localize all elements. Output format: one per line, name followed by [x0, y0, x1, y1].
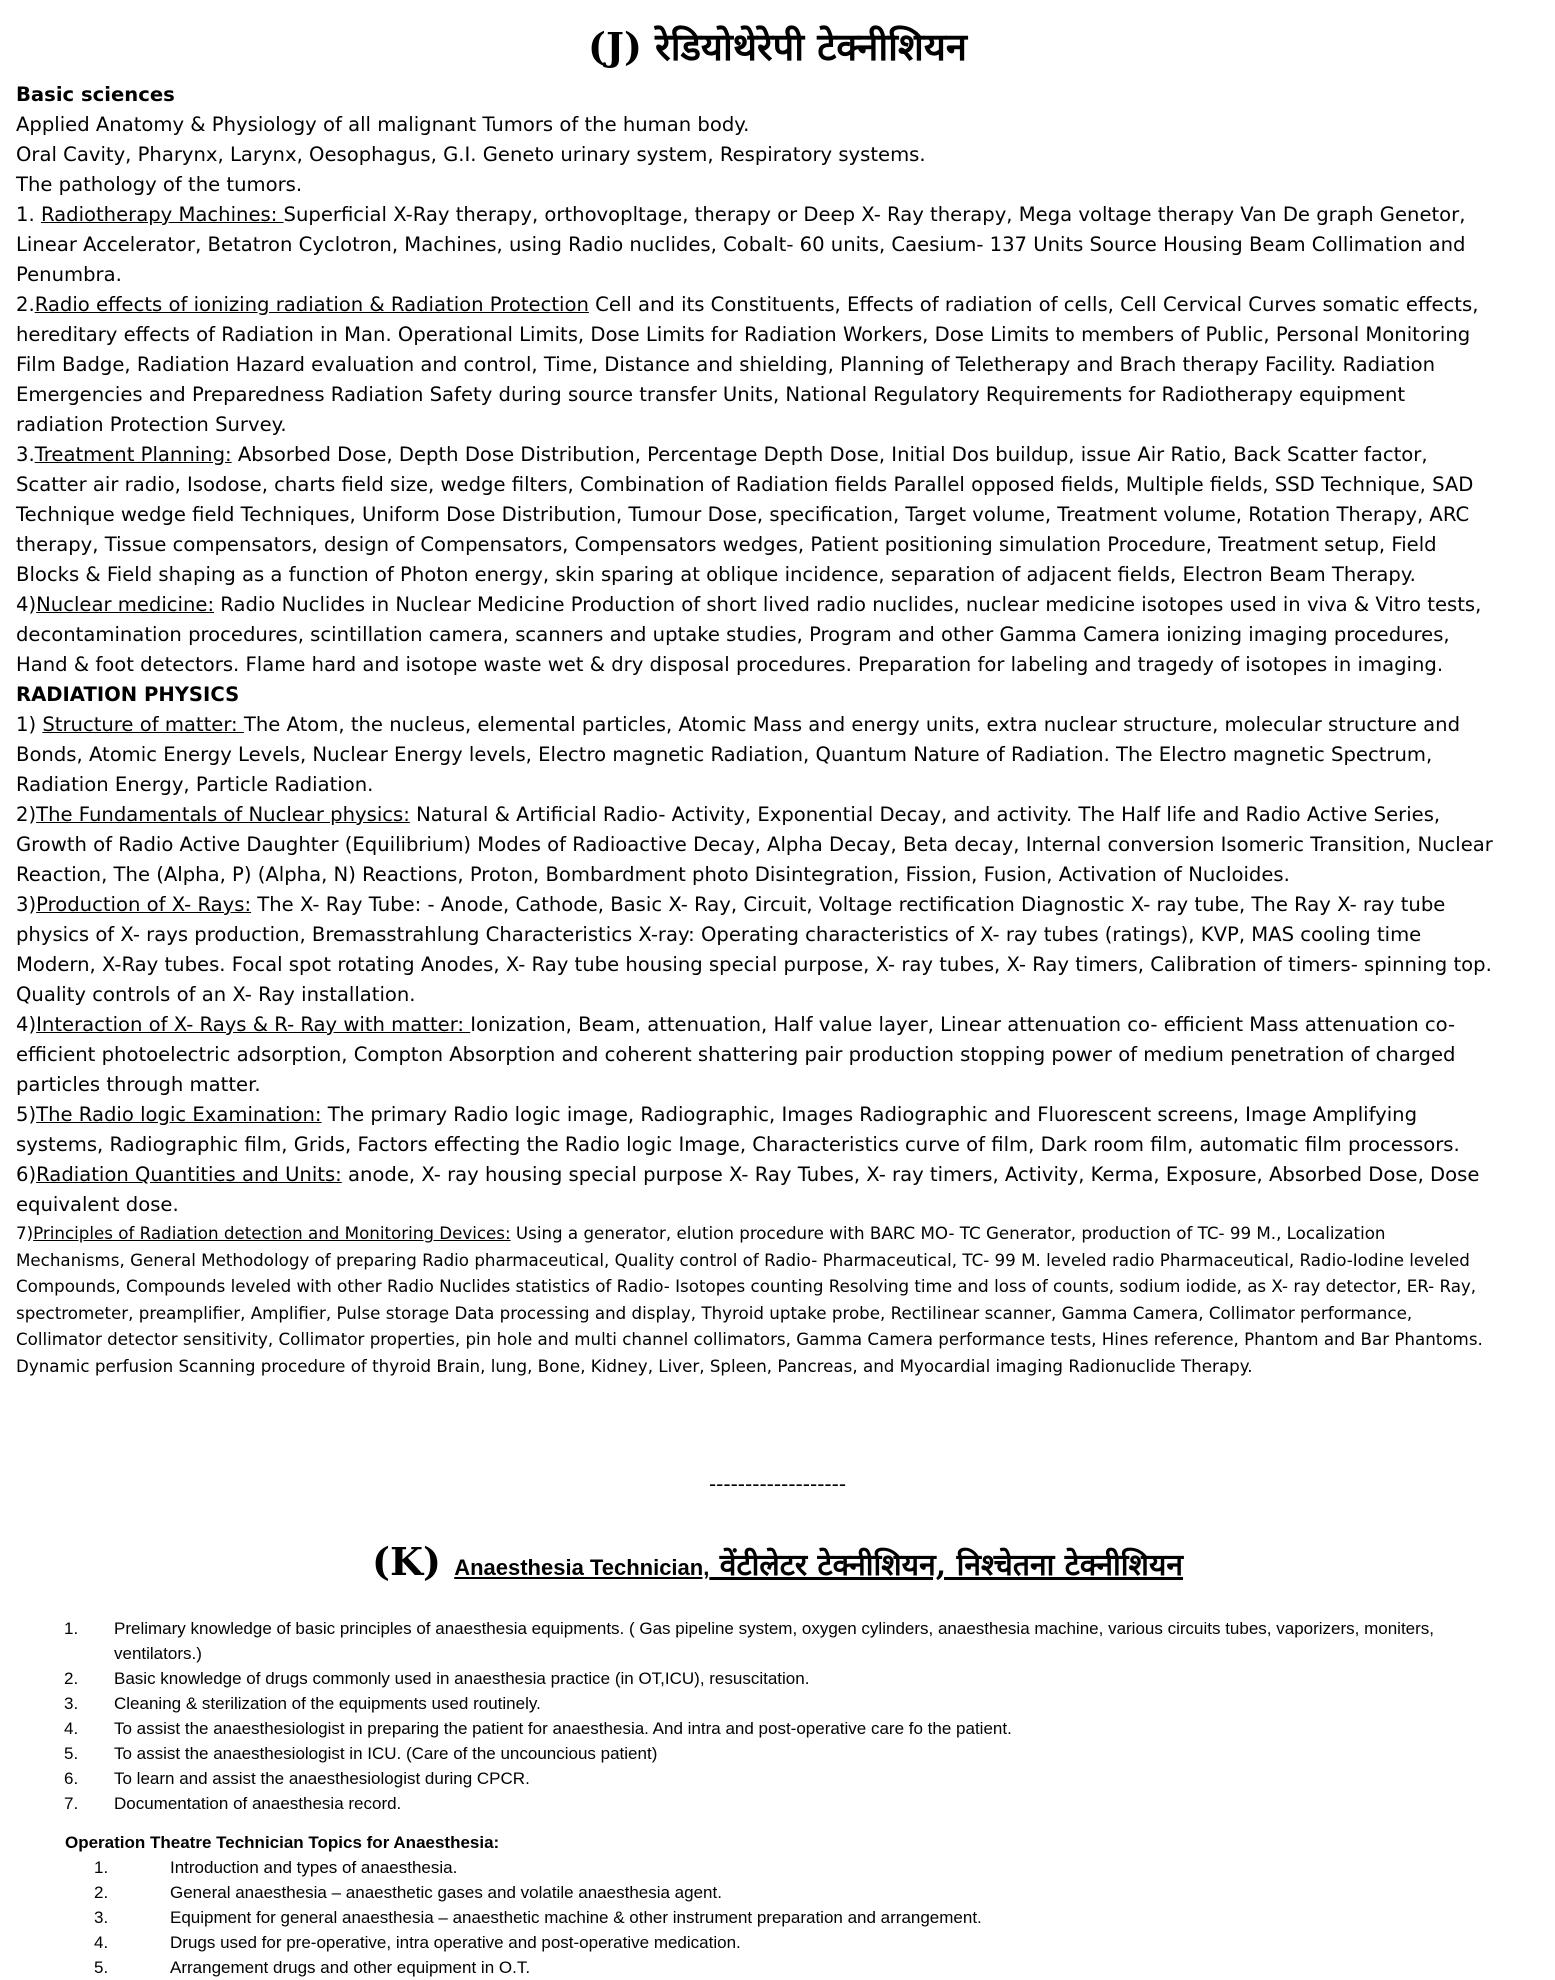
item-number: 3.	[16, 443, 35, 466]
item-number: 4)	[16, 1013, 37, 1036]
list-number: 4.	[64, 1719, 79, 1738]
list-number: 5.	[94, 1958, 109, 1977]
item-heading: Interaction of X- Rays & R- Ray with matter:	[36, 1013, 471, 1036]
item-text: The primary Radio logic image, Radiographic, Images Radiographic and Fluorescent screens, Image Amplifying systems, Radiographic film, Grids, Factors effecting the Radio logic Image, Characteristics curve of film, Dark room film, automatic film processors.	[16, 1103, 1460, 1156]
item-text: Ionization, Beam, attenuation, Half value layer, Linear attenuation co- efficient Mass attenuation co-efficient photoelectric adsorption, Compton Absorption and coherent shattering pair production stopping power of medium penetration of charged particles through matter.	[16, 1013, 1456, 1096]
item-heading: Nuclear medicine:	[36, 593, 215, 616]
section-k-title-hi: वेंटीलेटर टेक्नीशियन, निश्चेतना टेक्नीशियन	[709, 1548, 1184, 1583]
item-number: 6)	[16, 1163, 37, 1186]
list-number: 1.	[94, 1858, 109, 1877]
list-item	[94, 1855, 1394, 1880]
list-item	[64, 1716, 1484, 1741]
list-item	[64, 1666, 1484, 1691]
list-item	[64, 1616, 1484, 1666]
basic-line: Applied Anatomy & Physiology of all malignant Tumors of the human body.	[16, 113, 750, 136]
list-text: To assist the anaesthesiologist in preparing the patient for anaesthesia. And intra and post-operative care fo the patient.	[114, 1719, 1012, 1738]
section-separator: -------------------	[708, 1472, 847, 1496]
physics-item	[16, 1160, 1496, 1220]
physics-item	[16, 710, 1496, 800]
anaesthesia-list	[64, 1616, 1484, 1816]
item-text: Radio Nuclides in Nuclear Medicine Production of short lived radio nuclides, nuclear medicine isotopes used in viva & Vitro tests, decontamination procedures, scintillation camera, scanners and uptake studies, Program and other Gamma Camera ionizing imaging procedures, Hand & foot detectors. Flame hard and isotope waste wet & dry disposal procedures. Preparation for labeling and tragedy of isotopes in imaging.	[16, 593, 1482, 676]
list-text: To learn and assist the anaesthesiologist during CPCR.	[114, 1769, 530, 1788]
item-number: 2.	[16, 293, 35, 316]
syllabus-item	[16, 200, 1496, 290]
item-text: Superficial X-Ray therapy, orthovopltage, therapy or Deep X- Ray therapy, Mega voltage therapy Van De graph Genetor, Linear Accelerator, Betatron Cyclotron, Machines, using Radio nuclides, Cobalt- 60 units, Caesium- 137 Units Source Housing Beam Collimation and Penumbra.	[16, 203, 1466, 286]
section-k-label: (K)	[371, 1539, 455, 1584]
physics-item	[16, 800, 1496, 890]
item-number: 1.	[16, 203, 41, 226]
item-heading: Radiation Quantities and Units:	[36, 1163, 342, 1186]
physics-item	[16, 1220, 1496, 1379]
item-heading: Radio effects of ionizing radiation & Radiation Protection	[34, 293, 589, 316]
item-heading: The Fundamentals of Nuclear physics:	[36, 803, 410, 826]
item-heading: The Radio logic Examination:	[36, 1103, 322, 1126]
item-number: 2)	[16, 803, 37, 826]
list-item	[64, 1741, 1484, 1766]
section-j-body	[16, 80, 1496, 1379]
ott-topics-list	[94, 1855, 1394, 1980]
item-text: The Atom, the nucleus, elemental particles, Atomic Mass and energy units, extra nuclear structure, molecular structure and Bonds, Atomic Energy Levels, Nuclear Energy levels, Electro magnetic Radiation, Quantum Nature of Radiation. The Electro magnetic Spectrum, Radiation Energy, Particle Radiation.	[16, 713, 1461, 796]
list-item	[64, 1791, 1484, 1816]
list-text: Arrangement drugs and other equipment in O.T.	[170, 1958, 531, 1977]
item-text: Absorbed Dose, Depth Dose Distribution, Percentage Depth Dose, Initial Dos buildup, issue Air Ratio, Back Scatter factor, Scatter air radio, Isodose, charts field size, wedge filters, Combination of Radiation fields Parallel opposed fields, Multiple fields, SSD Technique, SAD Technique wedge field Techniques, Uniform Dose Distribution, Tumour Dose, specification, Target volume, Treatment volume, Rotation Therapy, ARC therapy, Tissue compensators, design of Compensators, Compensators wedges, Patient positioning simulation Procedure, Treatment setup, Field Blocks & Field shaping as a function of Photon energy, skin sparing at oblique incidence, separation of adjacent fields, Electron Beam Therapy.	[16, 443, 1474, 586]
physics-item	[16, 1100, 1496, 1160]
list-text: Equipment for general anaesthesia – anaesthetic machine & other instrument preparation and arrangement.	[170, 1908, 982, 1927]
list-text: Basic knowledge of drugs commonly used in anaesthesia practice (in OT,ICU), resuscitation.	[114, 1669, 810, 1688]
syllabus-item	[16, 590, 1496, 680]
item-text: Cell and its Constituents, Effects of radiation of cells, Cell Cervical Curves somatic effects, hereditary effects of Radiation in Man. Operational Limits, Dose Limits for Radiation Workers, Dose Limits to members of Public, Personal Monitoring Film Badge, Radiation Hazard evaluation and control, Time, Distance and shielding, Planning of Teletherapy and Brach therapy Facility. Radiation Emergencies and Preparedness Radiation Safety during source transfer Units, National Regulatory Requirements for Radiotherapy equipment radiation Protection Survey.	[16, 293, 1479, 436]
syllabus-item	[16, 290, 1496, 440]
item-heading: Structure of matter:	[42, 713, 244, 736]
list-text: General anaesthesia – anaesthetic gases and volatile anaesthesia agent.	[170, 1883, 722, 1902]
ott-topics-heading: Operation Theatre Technician Topics for Anaesthesia:	[65, 1833, 500, 1852]
list-number: 5.	[64, 1744, 79, 1763]
physics-item	[16, 1010, 1496, 1100]
basic-sciences-heading: Basic sciences	[16, 83, 175, 106]
list-number: 1.	[64, 1619, 79, 1638]
basic-line: The pathology of the tumors.	[16, 173, 303, 196]
list-item	[94, 1930, 1394, 1955]
list-text: Documentation of anaesthesia record.	[114, 1794, 402, 1813]
list-text: Drugs used for pre-operative, intra operative and post-operative medication.	[170, 1933, 741, 1952]
list-number: 3.	[64, 1694, 79, 1713]
item-heading: Production of X- Rays:	[36, 893, 252, 916]
list-item	[94, 1905, 1394, 1930]
list-text: To assist the anaesthesiologist in ICU. (Care of the uncouncious patient)	[114, 1744, 658, 1763]
list-item	[64, 1691, 1484, 1716]
item-text: Using a generator, elution procedure with BARC MO- TC Generator, production of TC- 99 M., Localization Mechanisms, General Methodology of preparing Radio pharmaceutical, Quality control of Radio- Pharmaceutical, TC- 99 M. leveled radio Pharmaceutical, Radio-Iodine leveled Compounds, Compounds leveled with other Radio Nuclides statistics of Radio- Isotopes counting Resolving time and loss of counts, sodium iodide, as X- ray detector, ER- Ray, spectrometer, preamplifier, Amplifier, Pulse storage Data processing and display, Thyroid uptake probe, Rectilinear scanner, Gamma Camera, Collimator performance, Collimator detector sensitivity, Collimator properties, pin hole and multi channel collimators, Gamma Camera performance tests, Hines reference, Phantom and Bar Phantoms. Dynamic perfusion Scanning procedure of thyroid Brain, lung, Bone, Kidney, Liver, Spleen, Pancreas, and Myocardial imaging Radionuclide Therapy.	[16, 1223, 1483, 1376]
list-number: 2.	[64, 1669, 79, 1688]
item-text: The X- Ray Tube: - Anode, Cathode, Basic X- Ray, Circuit, Voltage rectification Diagnostic X- ray tube, The Ray X- ray tube physics of X- rays production, Bremasstrahlung Characteristics X-ray: Operating characteristics of X- ray tubes (ratings), KVP, MAS cooling time Modern, X-Ray tubes. Focal spot rotating Anodes, X- Ray tube housing special purpose, X- ray tubes, X- Ray timers, Calibration of timers- spinning top. Quality controls of an X- Ray installation.	[16, 893, 1492, 1006]
item-number: 4)	[16, 593, 37, 616]
list-text: Introduction and types of anaesthesia.	[170, 1858, 458, 1877]
physics-item	[16, 890, 1496, 1010]
list-number: 3.	[94, 1908, 109, 1927]
item-heading: Treatment Planning:	[34, 443, 232, 466]
list-item	[94, 1880, 1394, 1905]
basic-line: Oral Cavity, Pharynx, Larynx, Oesophagus, G.I. Geneto urinary system, Respiratory systems.	[16, 143, 926, 166]
list-number: 4.	[94, 1933, 109, 1952]
list-item	[64, 1766, 1484, 1791]
list-number: 7.	[64, 1794, 79, 1813]
syllabus-item	[16, 440, 1496, 590]
radiation-physics-heading: RADIATION PHYSICS	[16, 683, 240, 706]
list-item	[94, 1955, 1394, 1980]
list-number: 6.	[64, 1769, 79, 1788]
item-heading: Principles of Radiation detection and Monitoring Devices:	[33, 1223, 511, 1243]
item-text: anode, X- ray housing special purpose X- Ray Tubes, X- ray timers, Activity, Kerma, Exposure, Absorbed Dose, Dose equivalent dose.	[16, 1163, 1480, 1216]
item-number: 1)	[16, 713, 43, 736]
section-k-title	[0, 1536, 1555, 1594]
section-k-title-en: Anaesthesia Technician,	[454, 1555, 710, 1580]
list-number: 2.	[94, 1883, 109, 1902]
item-number: 3)	[16, 893, 37, 916]
item-number: 7)	[16, 1223, 34, 1243]
section-j-title: (J) रेडियोथेरेपी टेक्नीशियन	[588, 24, 967, 69]
item-heading: Radiotherapy Machines:	[40, 203, 284, 226]
list-text: Cleaning & sterilization of the equipments used routinely.	[114, 1694, 541, 1713]
list-text: Prelimary knowledge of basic principles of anaesthesia equipments. ( Gas pipeline system, oxygen cylinders, anaesthesia machine, various circuits tubes, vaporizers, moniters, ventilators.)	[114, 1619, 1435, 1663]
item-text: Natural & Artificial Radio- Activity, Exponential Decay, and activity. The Half life and Radio Active Series, Growth of Radio Active Daughter (Equilibrium) Modes of Radioactive Decay, Alpha Decay, Beta decay, Internal conversion Isomeric Transition, Nuclear Reaction, The (Alpha, P) (Alpha, N) Reactions, Proton, Bombardment photo Disintegration, Fission, Fusion, Activation of Nucloides.	[16, 803, 1493, 886]
item-number: 5)	[16, 1103, 37, 1126]
